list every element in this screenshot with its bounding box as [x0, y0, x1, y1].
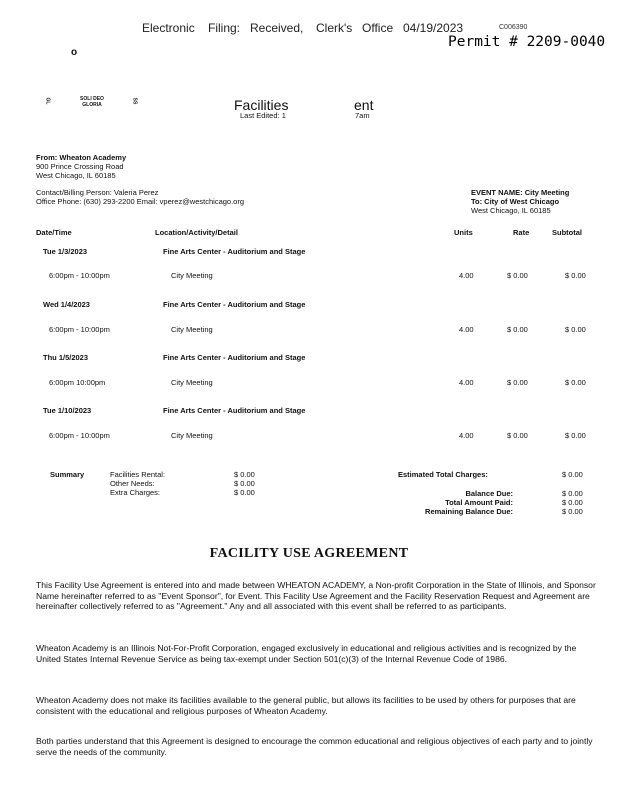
header-units: Units [454, 228, 473, 237]
header-location: Location/Activity/Detail [155, 228, 238, 237]
row-subtotal: $ 0.00 [565, 271, 586, 280]
row-rate: $ 0.00 [507, 378, 528, 387]
stamp-electronic: Electronic [142, 21, 195, 35]
other-needs-value: $ 0.00 [234, 479, 255, 488]
event-block [471, 188, 569, 215]
header-subtotal: Subtotal [552, 228, 582, 237]
document-title-part2: ent [354, 97, 374, 113]
agreement-title: FACILITY USE AGREEMENT [209, 546, 409, 561]
from-label: From: Wheaton Academy [36, 153, 127, 162]
stamp-code: C006390 [499, 24, 528, 31]
agreement-paragraph-4: Both parties understand that this Agreement is designed to encourage the common educational and religious objectives of each party and to jointly serve the needs of the community. [36, 736, 593, 757]
row-location: Fine Arts Center - Auditorium and Stage [163, 300, 306, 309]
extra-charges-value: $ 0.00 [234, 488, 255, 497]
logo-right-mark: SS [131, 97, 138, 105]
remaining-balance-label: Remaining Balance Due: [425, 507, 513, 516]
row-time: 6:00pm - 10:00pm [49, 431, 110, 440]
summary-left-labels [110, 470, 165, 497]
row-date: Wed 1/4/2023 [43, 300, 90, 309]
stamp-office: Office [362, 21, 394, 35]
row-time: 6:00pm - 10:00pm [49, 325, 110, 334]
balance-labels [400, 489, 513, 516]
from-address-2: West Chicago, IL 60185 [36, 171, 116, 180]
row-location: Fine Arts Center - Auditorium and Stage [163, 247, 306, 256]
header-rate: Rate [513, 228, 530, 237]
event-to: To: City of West Chicago [471, 197, 560, 206]
remaining-balance-value: $ 0.00 [562, 507, 583, 516]
row-activity: City Meeting [171, 325, 213, 334]
facilities-rental-label: Facilities Rental: [110, 470, 166, 479]
total-paid-label: Total Amount Paid: [445, 498, 513, 507]
row-rate: $ 0.00 [507, 431, 528, 440]
from-block [36, 153, 126, 180]
agreement-paragraph-2: Wheaton Academy is an Illinois Not-For-Profit Corporation, engaged exclusively in educational and religious activities and is recognized by the United States Internal Revenue Service as being tax-exempt under Section 501(c)(3) of the Internal Revenue Code of 1986. [36, 643, 577, 664]
row-location: Fine Arts Center - Auditorium and Stage [163, 406, 306, 415]
stray-mark: o [71, 47, 78, 58]
row-time: 6:00pm - 10:00pm [49, 271, 110, 280]
last-edited-part1: Last Edited: 1 [240, 111, 286, 120]
row-location: Fine Arts Center - Auditorium and Stage [163, 353, 306, 362]
row-date: Tue 1/3/2023 [43, 247, 88, 256]
estimated-total-value: $ 0.00 [562, 470, 583, 479]
stamp-date: 04/19/2023 [403, 21, 464, 35]
row-units: 4.00 [459, 271, 474, 280]
contact-block [36, 188, 244, 206]
stamp-clerks: Clerk's [316, 21, 353, 35]
event-city: West Chicago, IL 60185 [471, 206, 551, 215]
balance-due-value: $ 0.00 [562, 489, 583, 498]
summary-left-values [234, 470, 255, 497]
other-needs-label: Other Needs: [110, 479, 155, 488]
estimated-total-label: Estimated Total Charges: [398, 470, 488, 479]
row-subtotal: $ 0.00 [565, 431, 586, 440]
total-paid-value: $ 0.00 [562, 498, 583, 507]
event-name: EVENT NAME: City Meeting [471, 188, 570, 197]
extra-charges-label: Extra Charges: [110, 488, 161, 497]
row-subtotal: $ 0.00 [565, 378, 586, 387]
row-rate: $ 0.00 [507, 271, 528, 280]
row-units: 4.00 [459, 431, 474, 440]
row-date: Thu 1/5/2023 [43, 353, 89, 362]
row-activity: City Meeting [171, 271, 213, 280]
logo-left-mark: GL [44, 97, 51, 105]
logo-line-2: GLORIA [82, 102, 102, 108]
document-title-part1: Facilities [234, 97, 289, 113]
row-rate: $ 0.00 [507, 325, 528, 334]
facilities-rental-value: $ 0.00 [234, 470, 255, 479]
agreement-paragraph-1: This Facility Use Agreement is entered into and made between WHEATON ACADEMY, a Non-profit Corporation in the State of Illinois, and Sponsor Name hereinafter referred to as "Event Sponsor", for Event. This Facility Use Agreement and the Facility Reservation Request and Agreement are hereinafter collectively referred to as "Agreement." Any and all associated with this event shall be referred to as participants. [36, 580, 596, 611]
agreement-paragraph-3: Wheaton Academy does not make its facilities available to the general public, but allows its facilities to be used by others for purposes that are consistent with the educational and religious purposes of Wheaton Academy. [36, 695, 576, 716]
from-address-1: 900 Prince Crossing Road [36, 162, 124, 171]
summary-label: Summary [50, 470, 85, 479]
row-date: Tue 1/10/2023 [43, 406, 92, 415]
logo-line-1: SOLI DEO [80, 96, 104, 102]
row-activity: City Meeting [171, 378, 213, 387]
row-activity: City Meeting [171, 431, 213, 440]
row-units: 4.00 [459, 378, 474, 387]
balance-due-label: Balance Due: [465, 489, 513, 498]
row-subtotal: $ 0.00 [565, 325, 586, 334]
balance-values [562, 489, 583, 516]
row-time: 6:00pm 10:00pm [49, 378, 106, 387]
row-units: 4.00 [459, 325, 474, 334]
permit-number: Permit # 2209-0040 [448, 34, 606, 50]
last-edited-part2: 7am [355, 111, 370, 120]
contact-phone-email: Office Phone: (630) 293-2200 Email: vperez@westchicago.org [36, 197, 245, 206]
logo [74, 96, 110, 108]
header-date-time: Date/Time [36, 228, 72, 237]
contact-person: Contact/Billing Person: Valeria Perez [36, 188, 159, 197]
stamp-filing: Filing: [208, 21, 241, 35]
stamp-received: Received, [250, 21, 304, 35]
